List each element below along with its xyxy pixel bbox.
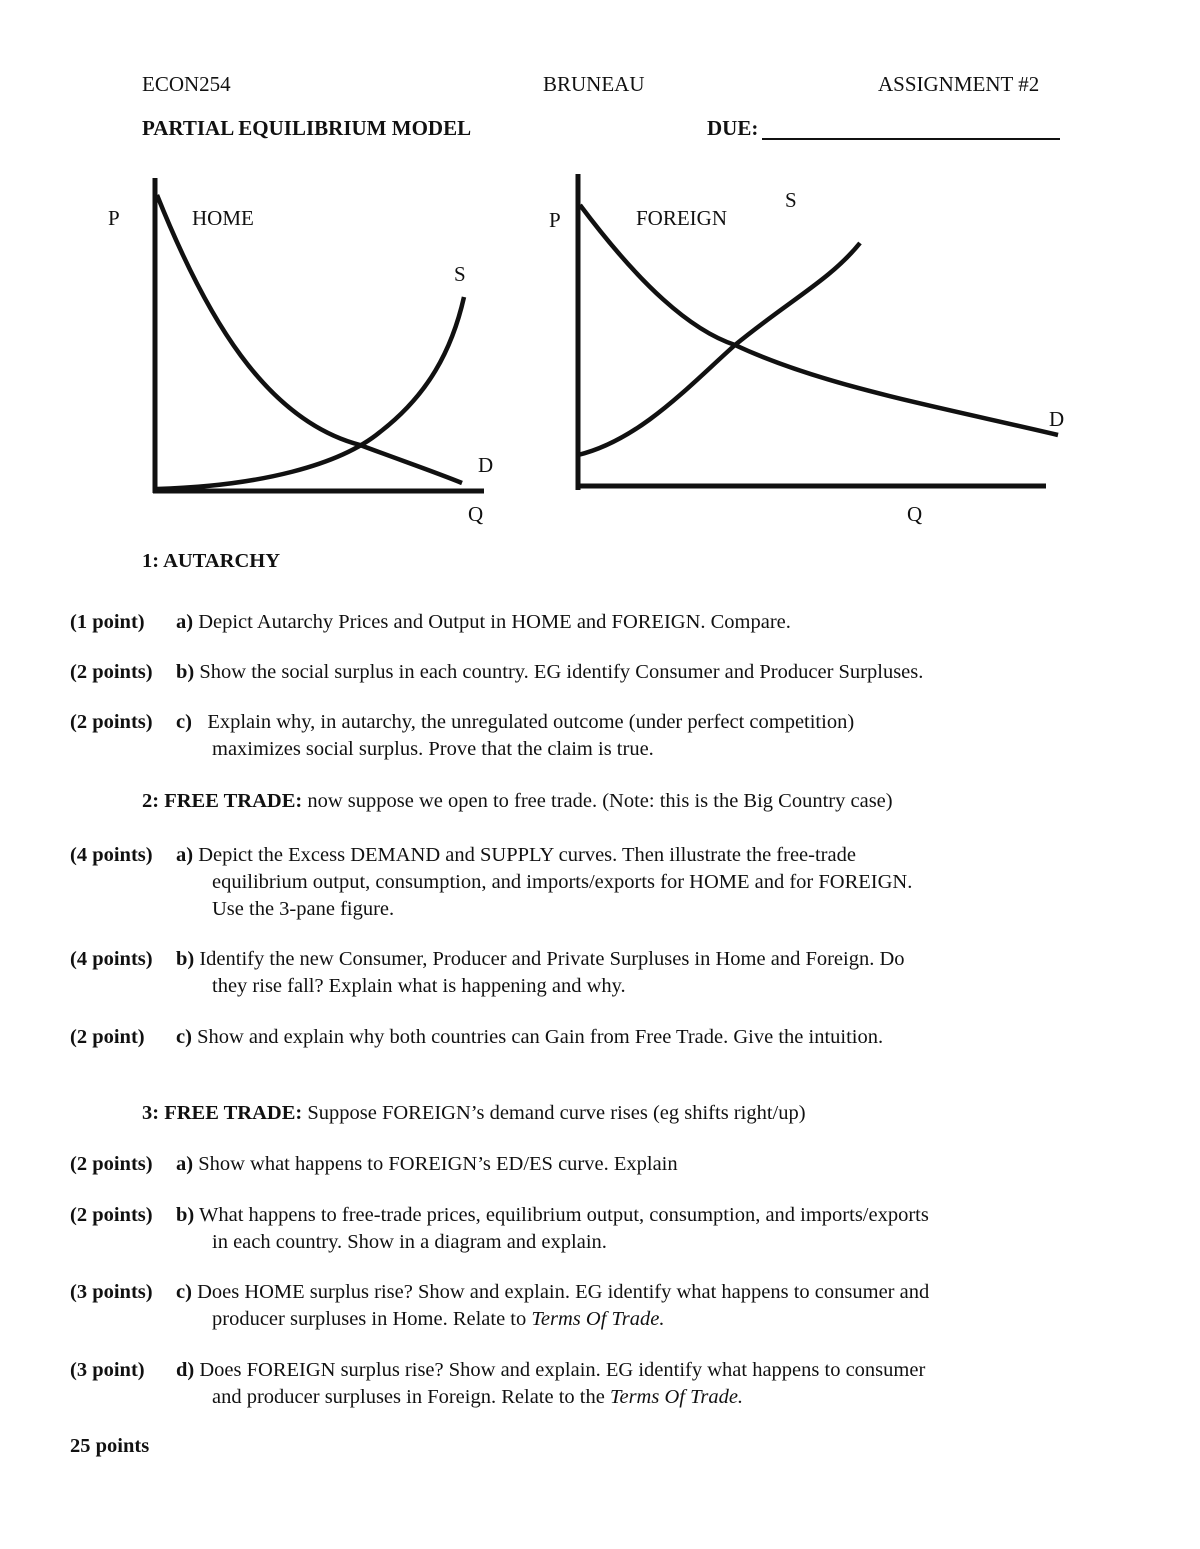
due-label: DUE: [707, 116, 759, 140]
section-3-heading: 3: FREE TRADE: Suppose FOREIGN’s demand curve rises (eg shifts right/up) [142, 1102, 806, 1124]
question-points: (4 points) [70, 948, 153, 970]
question-text: Show the social surplus in each country. EG identify Consumer and Producer Surpluses. [199, 661, 924, 683]
question-3a [70, 1151, 1130, 1181]
question-text: Identify the new Consumer, Producer and Private Surpluses in Home and Foreign. Do [199, 948, 905, 970]
assignment-number: ASSIGNMENT #2 [878, 72, 1040, 96]
foreign-title: FOREIGN [636, 206, 728, 230]
question-3b [70, 1202, 1130, 1260]
home-title: HOME [192, 206, 254, 230]
home-demand-label: D [478, 453, 494, 477]
question-letter: b) [176, 1204, 195, 1226]
question-points: (1 point) [70, 611, 145, 633]
question-1a [70, 609, 1130, 639]
question-points: (2 points) [70, 1204, 153, 1226]
question-points: (3 points) [70, 1281, 153, 1303]
question-2c [70, 1024, 1130, 1054]
foreign-demand-label: D [1049, 407, 1065, 431]
question-letter: b) [176, 661, 195, 683]
section-2-heading: 2: FREE TRADE: now suppose we open to free trade. (Note: this is the Big Country case) [142, 790, 893, 812]
question-1c [70, 709, 1130, 767]
question-points: (3 point) [70, 1359, 145, 1381]
home-demand-curve [157, 195, 462, 483]
foreign-x-axis-label: Q [907, 502, 923, 526]
question-text: Explain why, in autarchy, the unregulated outcome (under perfect competition) [207, 711, 855, 733]
question-letter: c) [176, 711, 192, 733]
question-letter: a) [176, 844, 194, 866]
question-3d [70, 1357, 1130, 1415]
home-supply-label: S [454, 262, 466, 286]
question-text: Show what happens to FOREIGN’s ED/ES curve. Explain [198, 1153, 678, 1175]
question-letter: a) [176, 611, 194, 633]
question-letter: d) [176, 1359, 195, 1381]
question-text: and producer surpluses in Foreign. Relate to the [212, 1386, 605, 1408]
home-x-axis-label: Q [468, 502, 484, 526]
question-letter: b) [176, 948, 195, 970]
question-points: (2 point) [70, 1026, 145, 1048]
question-text: equilibrium output, consumption, and imports/exports for HOME and for FOREIGN. [212, 871, 913, 893]
question-3c [70, 1279, 1130, 1337]
question-1b [70, 659, 1130, 689]
question-text: in each country. Show in a diagram and explain. [212, 1231, 607, 1253]
question-letter: c) [176, 1026, 192, 1048]
question-text: Does FOREIGN surplus rise? Show and explain. EG identify what happens to consumer [199, 1359, 926, 1381]
question-text: What happens to free-trade prices, equilibrium output, consumption, and imports/exports [199, 1204, 929, 1226]
question-text: Depict Autarchy Prices and Output in HOME and FOREIGN. Compare. [198, 611, 791, 633]
supply-demand-diagrams [0, 0, 1200, 560]
question-text: maximizes social surplus. Prove that the claim is true. [212, 738, 654, 760]
question-text: producer surpluses in Home. Relate to [212, 1308, 527, 1330]
question-text: Depict the Excess DEMAND and SUPPLY curves. Then illustrate the free-trade [198, 844, 856, 866]
home-y-axis-label: P [108, 206, 120, 230]
section-1-heading: 1: AUTARCHY [142, 550, 280, 572]
question-points: (2 points) [70, 661, 153, 683]
home-supply-curve [157, 297, 464, 489]
terms-of-trade-emphasis: Terms Of Trade. [609, 1386, 744, 1408]
foreign-supply-label: S [785, 188, 797, 212]
question-2b [70, 946, 1130, 1004]
question-letter: a) [176, 1153, 194, 1175]
page-title: PARTIAL EQUILIBRIUM MODEL [142, 116, 472, 140]
instructor-name: BRUNEAU [543, 72, 645, 96]
total-points: 25 points [70, 1435, 150, 1457]
question-points: (2 points) [70, 711, 153, 733]
foreign-demand-curve [580, 205, 1058, 435]
course-code: ECON254 [142, 72, 231, 96]
question-points: (4 points) [70, 844, 153, 866]
question-2a [70, 842, 1130, 926]
question-text: Use the 3-pane figure. [212, 898, 395, 920]
question-points: (2 points) [70, 1153, 153, 1175]
foreign-supply-curve [578, 243, 860, 455]
question-text: Does HOME surplus rise? Show and explain. EG identify what happens to consumer and [197, 1281, 930, 1303]
question-text: they rise fall? Explain what is happening and why. [212, 975, 626, 997]
question-letter: c) [176, 1281, 192, 1303]
foreign-y-axis-label: P [549, 208, 561, 232]
terms-of-trade-emphasis: Terms Of Trade. [531, 1308, 665, 1330]
question-text: Show and explain why both countries can Gain from Free Trade. Give the intuition. [197, 1026, 884, 1048]
